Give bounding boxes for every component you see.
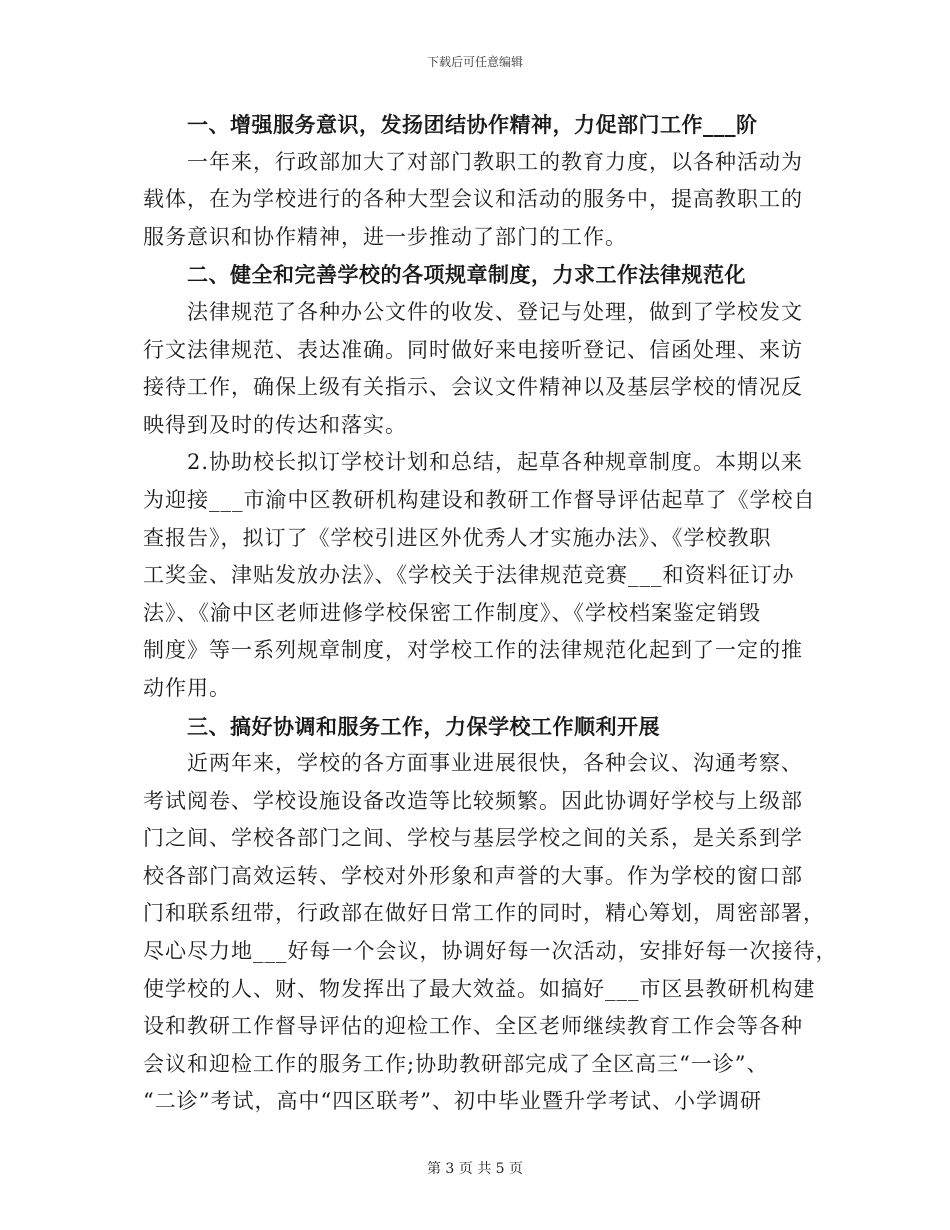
paragraph-line: 服务意识和协作精神，进一步推动了部门的工作。 bbox=[143, 224, 627, 249]
paragraph-line: 会议和迎检工作的服务工作;协助教研部完成了全区高三“一诊”、 bbox=[143, 1051, 769, 1076]
section-heading-3: 三、搞好协调和服务工作，力保学校工作顺利开展 bbox=[187, 713, 660, 739]
paragraph-line: 近两年来，学校的各方面事业进展很快，各种会议、沟通考察、 bbox=[187, 751, 803, 776]
paragraph-line: 校各部门高效运转、学校对外形象和声誉的大事。作为学校的窗口部 bbox=[143, 863, 803, 888]
paragraph-line: 载体，在为学校进行的各种大型会议和活动的服务中，提高教职工的 bbox=[143, 187, 803, 212]
page-header-note: 下载后可任意编辑 bbox=[426, 55, 523, 69]
paragraph-line: 法律规范了各种办公文件的收发、登记与处理，做到了学校发文 bbox=[187, 299, 803, 324]
page-number-footer: 第 3 页 共 5 页 bbox=[426, 1161, 524, 1177]
paragraph-line: 工奖金、津贴发放办法》、《学校关于法律规范竞赛___和资料征订办 bbox=[143, 563, 795, 588]
paragraph-line: 2.协助校长拟订学校计划和总结，起草各种规章制度。本期以来 bbox=[187, 450, 804, 475]
paragraph-line: 查报告》，拟订了《学校引进区外优秀人才实施办法》、《学校教职 bbox=[143, 525, 772, 550]
section-heading-2: 二、健全和完善学校的各项规章制度，力求工作法律规范化 bbox=[187, 262, 746, 288]
paragraph-line: 映得到及时的传达和落实。 bbox=[143, 412, 407, 437]
paragraph-line: “二诊”考试，高中“四区联考”、初中毕业暨升学考试、小学调研 bbox=[143, 1089, 762, 1114]
paragraph-line: 设和教研工作督导评估的迎检工作、全区老师继续教育工作会等各种 bbox=[143, 1014, 803, 1039]
paragraph-line: 门和联系纽带，行政部在做好日常工作的同时，精心筹划，周密部署， bbox=[143, 901, 825, 926]
paragraph-line: 考试阅卷、学校设施设备改造等比较频繁。因此协调好学校与上级部 bbox=[143, 788, 803, 813]
paragraph-line: 门之间、学校各部门之间、学校与基层学校之间的关系，是关系到学 bbox=[143, 826, 803, 851]
paragraph-line: 动作用。 bbox=[143, 675, 231, 700]
paragraph-line: 行文法律规范、表达准确。同时做好来电接听登记、信函处理、来访 bbox=[143, 337, 803, 362]
paragraph-line: 接待工作，确保上级有关指示、会议文件精神以及基层学校的情况反 bbox=[143, 375, 803, 400]
paragraph-line: 使学校的人、财、物发挥出了最大效益。如搞好___市区县教研机构建 bbox=[143, 976, 816, 1001]
paragraph-line: 一年来，行政部加大了对部门教职工的教育力度，以各种活动为 bbox=[187, 149, 803, 174]
paragraph-line: 制度》等一系列规章制度，对学校工作的法律规范化起到了一定的推 bbox=[143, 638, 803, 663]
paragraph-line: 尽心尽力地___好每一个会议，协调好每一次活动，安排好每一次接待， bbox=[143, 939, 838, 964]
document-body bbox=[143, 106, 838, 1121]
paragraph-line: 为迎接___市渝中区教研机构建设和教研工作督导评估起草了《学校自 bbox=[143, 487, 816, 512]
paragraph-line: 法》、《渝中区老师进修学校保密工作制度》、《学校档案鉴定销毁 bbox=[143, 600, 761, 625]
section-heading-1: 一、增强服务意识，发扬团结协作精神，力促部门工作___阶 bbox=[187, 112, 758, 137]
